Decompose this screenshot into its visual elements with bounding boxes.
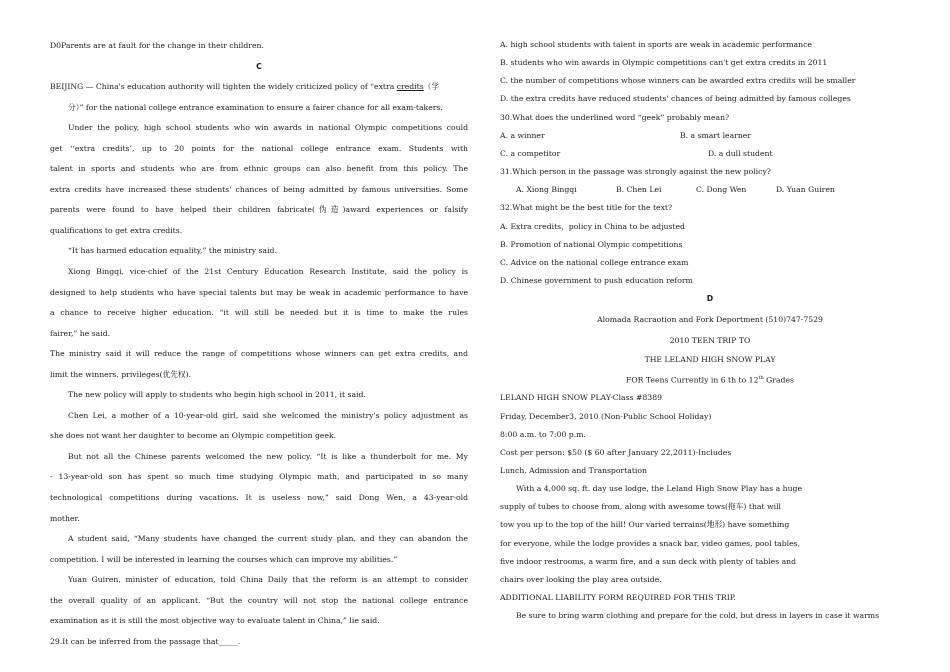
option-29-a: A. high school students with talent in sports are weak in academic performance <box>500 40 812 49</box>
option-30-a: A. a winner <box>500 130 545 140</box>
flyer-title-line: THE LELAND HIGH SNOW PLAY <box>644 354 776 364</box>
option-31-a: A. Xiong Bingqi <box>516 185 577 195</box>
passage-line: 分）” for the national college entrance examination to ensure a fairer chance for all exam-takers. <box>68 102 443 112</box>
passage-line: The new policy will apply to students who begin high school in 2011, it said. <box>68 390 366 400</box>
option-30-d: D. a dull student <box>708 148 773 158</box>
passage-line: fairer,” he said. <box>50 328 111 338</box>
passage-line: But not all the Chinese parents welcomed the new policy. “It is like a thunderbolt for me. My <box>68 451 468 461</box>
flyer-line: ADDITIONAL LIABILITY FORM REQUIRED FOR THIS TRIP. <box>500 593 736 603</box>
option-31-c: C. Dong Wen <box>696 185 747 195</box>
passage-line: BEIJING — China's education authority will tighten the widely criticized policy of “extra credits（学 <box>50 82 440 92</box>
options-30-ab <box>500 127 920 145</box>
passage-line: designed to help students who have special talents but may be weak in academic performance to have <box>50 287 468 297</box>
passage-line: examination as it is still the most objective way to evaluate talent in China,” lie said. <box>50 616 380 626</box>
option-line: D0Parents are at fault for the change in their children. <box>50 41 264 50</box>
flyer-line: tow you up to the top of the hill! Our varied terrains(地形) have something <box>500 520 790 530</box>
left-column <box>50 36 468 652</box>
flyer-line: for everyone, while the lodge provides a snack bar, video games, pool tables, <box>500 538 801 548</box>
passage-line: limit the winners, privileges(优先权). <box>50 369 192 379</box>
flyer-org-line: Alomada Racraotion and Fork Deportment (510)747-7529 <box>597 315 823 325</box>
passage-line: technological competitions during vacations. It is useless now,” said Dong Wen, a 43-year-old <box>50 493 468 503</box>
passage-line: - 13-year-old son has spent so much time studying Olympic math, and participated in so many <box>50 472 468 482</box>
flyer-title-line: 2010 TEEN TRIP TO <box>669 336 751 346</box>
passage-line: mother. <box>50 513 80 523</box>
flyer-line: LELAND HIGH SNOW PLAY-Class #8389 <box>500 393 662 403</box>
options-31 <box>500 181 920 199</box>
option-32-d: D. Chinese government to push education reform <box>500 276 693 286</box>
options-30-cd <box>500 145 920 163</box>
section-heading-d: D <box>706 294 714 304</box>
passage-line: parents were found to have helped their children fabricate(伪造)award experiences or falsify <box>50 205 468 215</box>
flyer-line: Lunch, Admission and Transportation <box>500 466 647 475</box>
option-30-c: C. a competitor <box>500 148 561 158</box>
passage-line: Chen Lei, a mother of a 10-year-old girl, said she welcomed the ministry's policy adjustment as <box>68 410 468 420</box>
question-30: 30.What does the underlined word “geek” probably mean? <box>500 112 730 122</box>
passage-line: qualifications to get extra credits. <box>50 225 183 235</box>
flyer-line: Cost per person: $50 ($ 60 after January 22,2011)-Includes <box>500 447 732 457</box>
passage-line: The ministry said it will reduce the range of competitions whose winners can get extra credits, and <box>50 349 468 359</box>
flyer-line: supply of tubes to choose from, along with awesome tows(拖车) that will <box>500 502 781 512</box>
passage-line: talent in sports and students who are from ethnic groups can also benefit from this policy. The <box>50 164 468 174</box>
passage-line: she does not want her daughter to become an Olympic competition geek. <box>50 431 337 441</box>
passage-line: extra credits have increased these students' chances of being admitted by famous universities. Some <box>50 184 468 194</box>
option-31-b: B. Chen Lei <box>616 185 662 195</box>
section-heading-c: C <box>256 61 262 71</box>
flyer-line: With a 4,000 sq. ft. day use lodge, the Leland High Snow Play has a huge <box>516 484 803 494</box>
question-32: 32.What might be the best title for the text? <box>500 203 673 213</box>
passage-line: a chance to receive higher education. “it will still be needed but it is time to make the rules <box>50 308 468 318</box>
passage-line: competition. I will be interested in learning the courses which can improve my abilities.” <box>50 554 398 564</box>
passage-line: get ‘‘extra credits’, up to 20 points for the national college entrance exam. Students with <box>50 143 468 153</box>
flyer-line: Be sure to bring warm clothing and prepare for the cold, but dress in layers in case it warms <box>516 611 880 621</box>
right-column <box>500 36 920 625</box>
option-32-b: B. Promotion of national Olympic competitions <box>500 239 683 249</box>
option-29-d: D. the extra credits have reduced students' chances of being admitted by famous colleges <box>500 94 851 104</box>
passage-line: Yuan Guiren, minister of education, told China Daily that the reform is an attempt to consider <box>68 575 468 585</box>
passage-line: Under the policy, high school students who win awards in national Olympic competitions could <box>68 123 468 133</box>
option-32-c: C. Advice on the national college entrance exam <box>500 257 689 267</box>
question-29: 29.It can be inferred from the passage that_____. <box>50 636 241 646</box>
option-29-c: C. the number of competitions whose winners can be awarded extra credits will be smaller <box>500 76 856 86</box>
question-31: 31.Which person in the passage was strongly against the new policy? <box>500 167 771 177</box>
flyer-title-line: FOR Teens Currently in 6 th to 12th Grades <box>626 374 794 385</box>
flyer-line: 8:00 a.m. to 7:00 p.m. <box>500 429 586 439</box>
passage-line: “It has harmed education equality,” the ministry said. <box>68 246 277 256</box>
option-30-b: B. a smart learner <box>680 130 752 140</box>
option-29-b: B. students who win awards in Olympic competitions can't get extra credits in 2011 <box>500 58 828 68</box>
flyer-line: five indoor restrooms, a warm fire, and a sun deck with plenty of tables and <box>500 556 797 566</box>
passage-line: the overall quality of an applicant. “But the country will not stop the national college entrance <box>50 595 468 605</box>
passage-line: Xiong Bingqi, vice-chief of the 21st Century Education Research Institute, said the policy is <box>68 267 468 277</box>
passage-line: A student said, “Many students have changed the current study plan, and they can abandon the <box>68 534 468 544</box>
underlined-word-credits: credits <box>396 82 424 92</box>
flyer-line: chairs over looking the play area outside. <box>500 574 662 584</box>
option-32-a: A. Extra credits，policy in China to be adjusted <box>500 221 685 231</box>
option-31-d: D. Yuan Guiren <box>776 185 835 195</box>
flyer-line: Friday, December3, 2010 (Non-Public School Holiday) <box>500 411 712 421</box>
